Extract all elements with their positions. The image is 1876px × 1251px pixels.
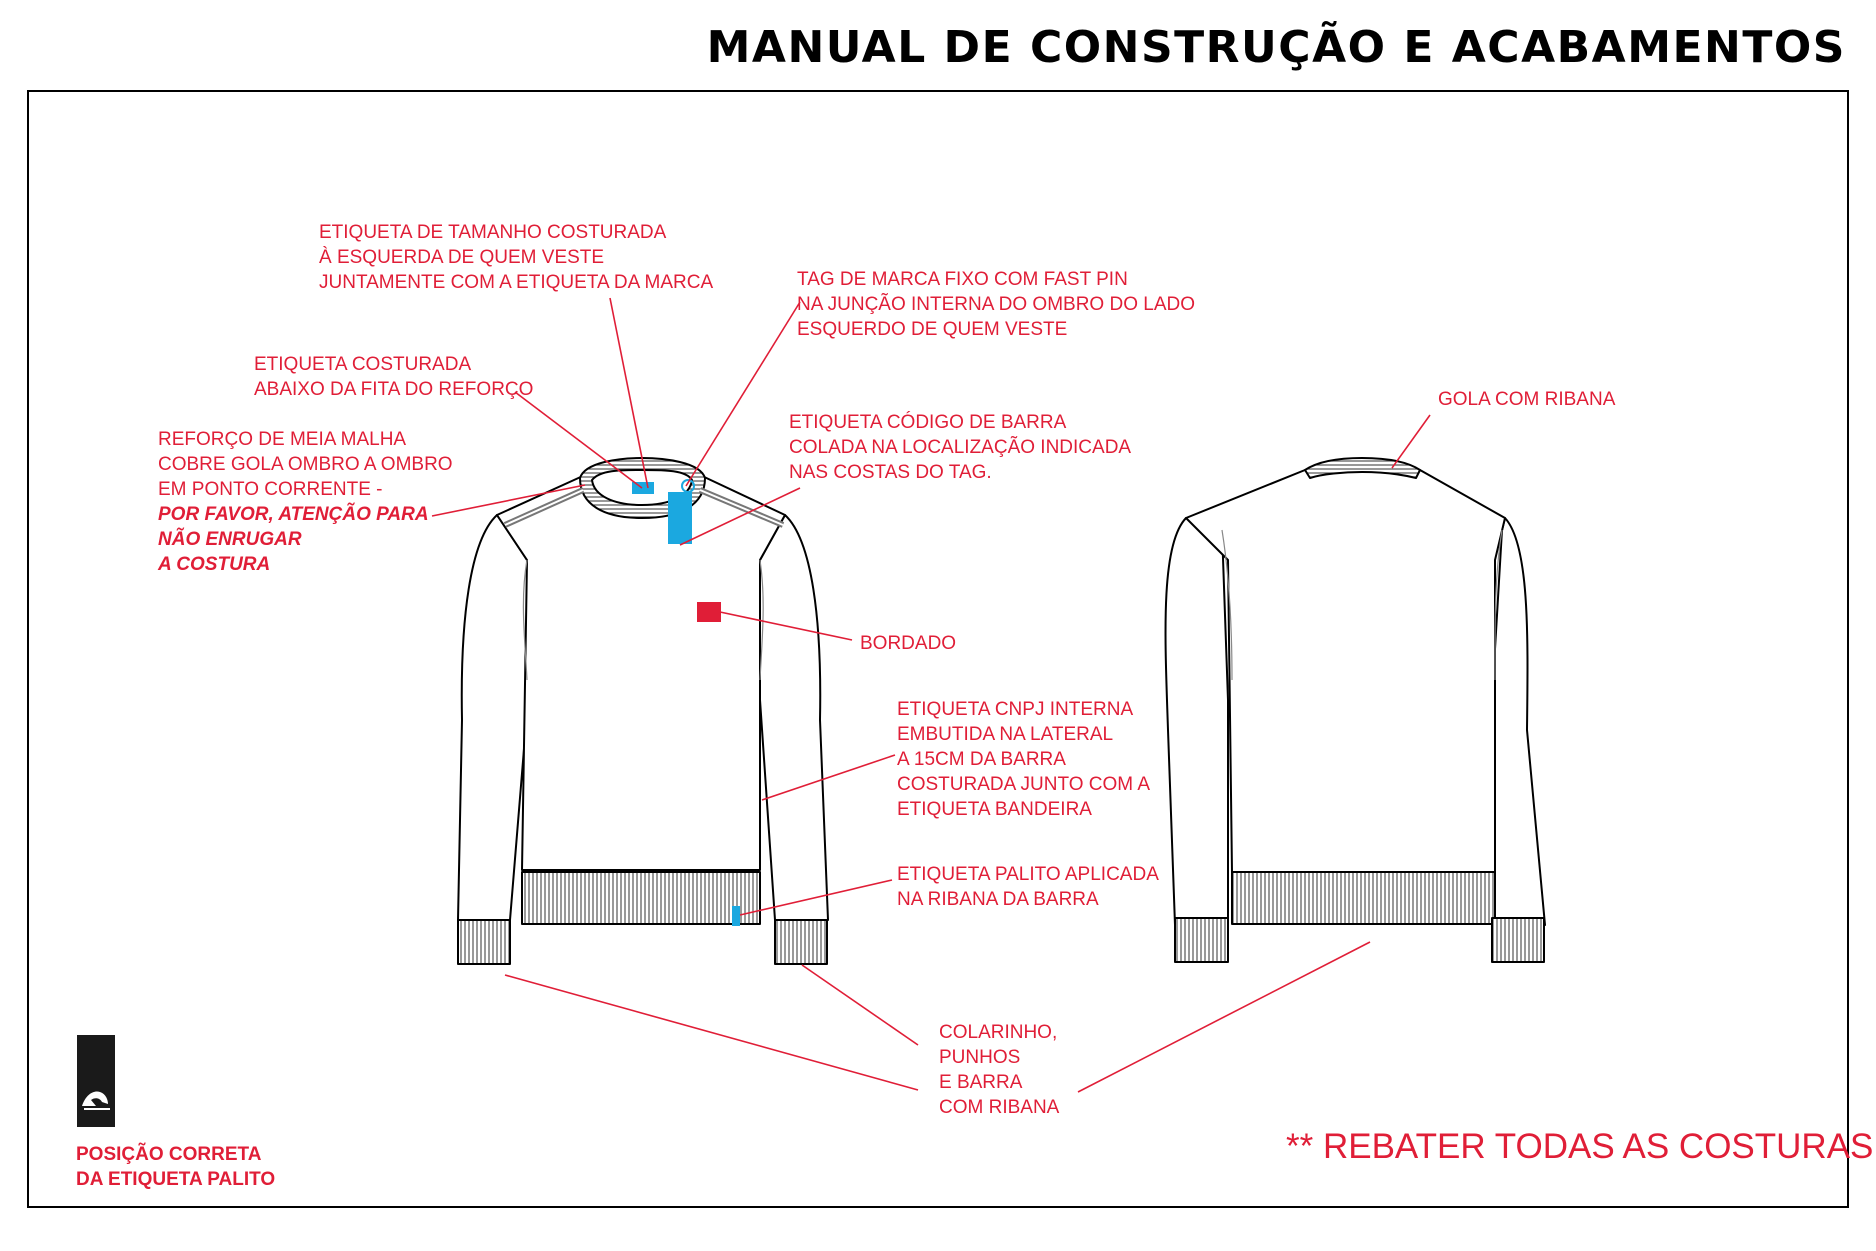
embroidery-annotation: BORDADO [860, 633, 957, 654]
page-title: MANUAL DE CONSTRUÇÃO E ACABAMENTOS [706, 22, 1846, 73]
front-right-cuff [775, 920, 827, 964]
stick-label-annotation: ETIQUETA PALITO APLICADA NA RIBANA DA BARRA [897, 864, 1159, 910]
front-sweater [458, 458, 828, 964]
collar-cuffs-annotation: COLARINHO, PUNHOS E BARRA COM RIBANA [939, 1022, 1060, 1118]
embroidery-patch [697, 602, 721, 622]
back-left-cuff [1175, 918, 1228, 962]
sewn-label-annotation: ETIQUETA COSTURADA ABAIXO DA FITA DO REFORÇO [254, 354, 534, 400]
leader-sewn-label [515, 392, 642, 488]
barcode-annotation: ETIQUETA CÓDIGO DE BARRA COLADA NA LOCALIZAÇÃO INDICADA NAS COSTAS DO TAG. [789, 412, 1132, 483]
stick-position-caption: POSIÇÃO CORRETA DA ETIQUETA PALITO [76, 1144, 276, 1190]
leader-hem-left [505, 975, 918, 1090]
leader-brand-tag [686, 302, 800, 486]
brand-tag-annotation: TAG DE MARCA FIXO COM FAST PIN NA JUNÇÃO INTERNA DO OMBRO DO LADO ESQUERDO DE QUEM VESTE [797, 269, 1195, 340]
front-left-cuff [458, 920, 510, 964]
stick-label-patch [732, 906, 740, 926]
stick-label-sample [77, 1035, 115, 1127]
back-body [1186, 465, 1505, 872]
rib-collar-annotation: GOLA COM RIBANA [1438, 389, 1616, 410]
front-left-sleeve [458, 515, 528, 920]
back-left-sleeve [1166, 518, 1228, 925]
leader-back-hem [1078, 942, 1370, 1092]
back-right-cuff [1492, 918, 1544, 962]
reinforcement-annotation: REFORÇO DE MEIA MALHA COBRE GOLA OMBRO A OMBRO EM PONTO CORRENTE - POR FAVOR, ATENÇÃO PARA NÃO ENRUGAR A COSTURA [158, 429, 453, 575]
size-label-annotation: ETIQUETA DE TAMANHO COSTURADA À ESQUERDA DE QUEM VESTE JUNTAMENTE COM A ETIQUETA DA MARCA [319, 222, 714, 293]
back-hem-rib [1232, 872, 1495, 924]
brand-tag-patch [668, 492, 692, 544]
leader-rib-collar [1392, 415, 1430, 468]
rebater-note: ** REBATER TODAS AS COSTURAS [1286, 1127, 1874, 1166]
back-sweater [1166, 458, 1545, 962]
back-right-sleeve [1492, 518, 1545, 925]
leader-cuff-right [802, 965, 918, 1045]
front-right-sleeve [760, 515, 828, 920]
cnpj-label-annotation: ETIQUETA CNPJ INTERNA EMBUTIDA NA LATERAL A 15CM DA BARRA COSTURADA JUNTO COM A ETIQUETA BANDEIRA [897, 699, 1151, 820]
front-body [497, 468, 785, 870]
front-hem-rib [522, 872, 760, 924]
